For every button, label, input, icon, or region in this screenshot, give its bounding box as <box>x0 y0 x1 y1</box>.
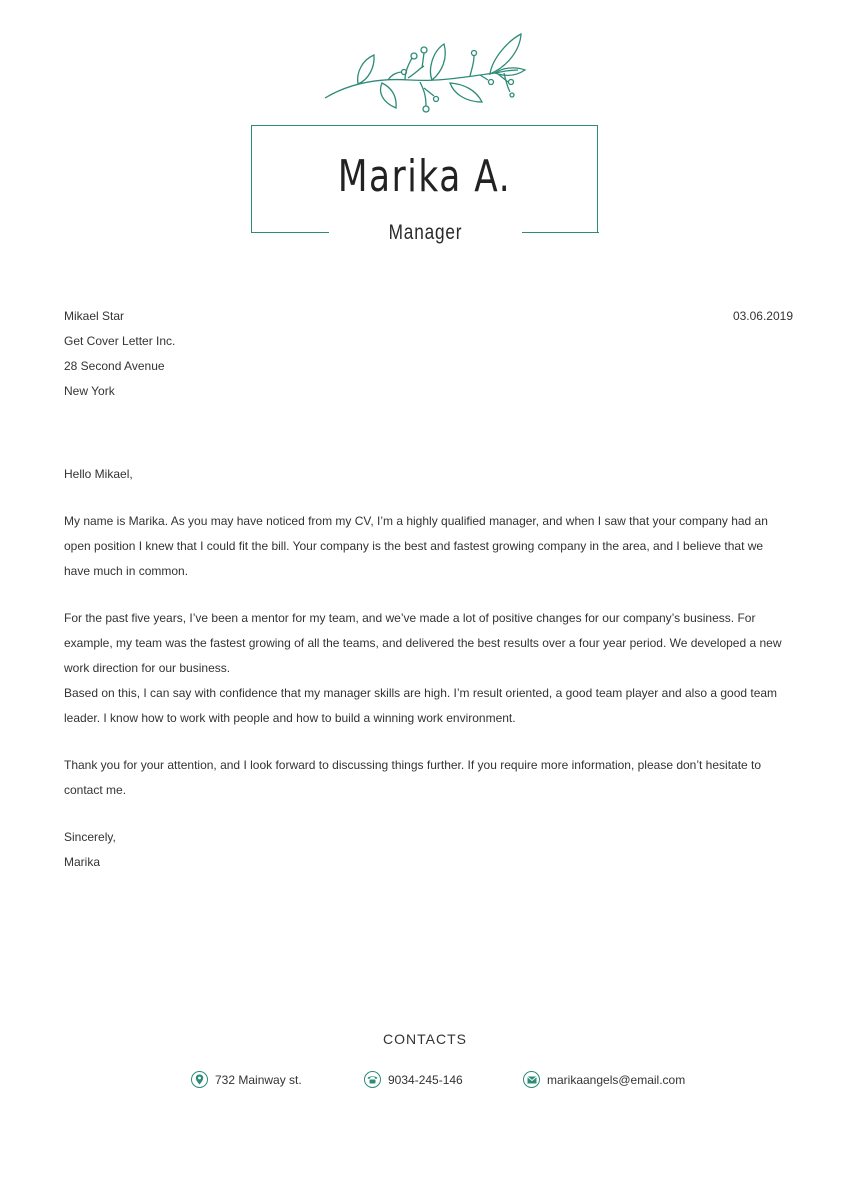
letter-closing: Sincerely, <box>64 830 116 844</box>
letter-paragraph: My name is Marika. As you may have noticed from my CV, I’m a highly qualified manager, and when I saw that your company had an open position I knew that I could fit the bill. Your company is the best and fastest growing company in the area, and I believe that we have much in common. <box>64 514 768 578</box>
envelope-icon <box>523 1071 540 1088</box>
contacts-heading: CONTACTS <box>383 1031 467 1047</box>
contact-address <box>191 1071 302 1088</box>
recipient-name: Mikael Star <box>64 309 125 323</box>
contact-phone <box>364 1071 463 1088</box>
frame-bottom-right-line <box>522 232 599 233</box>
recipient-address <box>64 304 175 404</box>
recipient-company: Get Cover Letter Inc. <box>64 334 176 348</box>
contact-email <box>523 1071 685 1088</box>
letter-paragraph: Based on this, I can say with confidence that my manager skills are high. I’m result oriented, a good team player and also a good team leader. I know how to work with people and how to build a winning work environment. <box>64 686 778 725</box>
letter-paragraph: Thank you for your attention, and I look forward to discussing things further. If you require more information, please don’t hesitate to contact me. <box>64 758 762 797</box>
letter-signature: Marika <box>64 855 101 869</box>
contact-address-text: 732 Mainway st. <box>215 1072 302 1087</box>
letter-body <box>64 462 786 875</box>
map-pin-icon <box>191 1071 208 1088</box>
letter-greeting: Hello Mikael, <box>64 467 133 481</box>
leaf-branch-icon <box>320 28 530 116</box>
frame-bottom-left-line <box>251 232 329 233</box>
person-name: Marika A. <box>337 151 512 202</box>
letter-date: 03.06.2019 <box>732 309 793 323</box>
contact-email-text[interactable]: marikaangels@email.com <box>547 1072 686 1087</box>
letter-paragraph: For the past five years, I’ve been a mentor for my team, and we’ve made a lot of positive changes for our company’s business. For example, my team was the fastest growing of all the teams, and delivered the best results over a four year period. We developed a new work direction for our business. <box>64 611 782 675</box>
recipient-street: 28 Second Avenue <box>64 359 165 373</box>
recipient-city: New York <box>64 384 115 398</box>
phone-icon <box>364 1071 381 1088</box>
person-title: Manager <box>388 221 463 244</box>
contact-phone-text: 9034-245-146 <box>388 1072 463 1087</box>
